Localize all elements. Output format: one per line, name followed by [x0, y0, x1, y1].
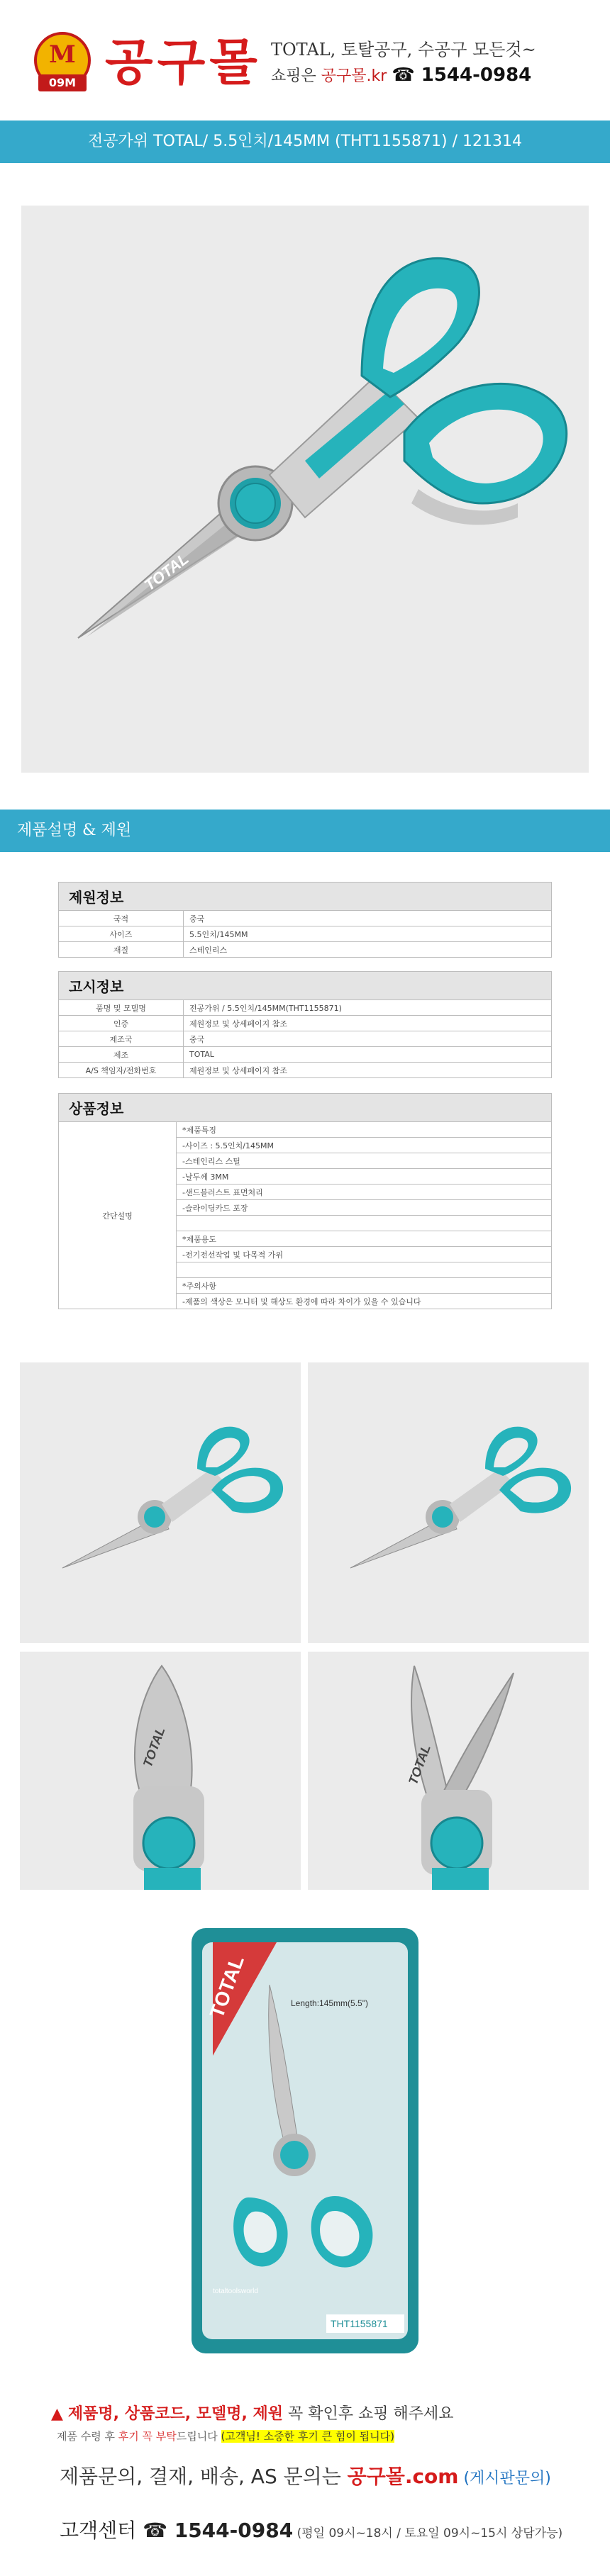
- table-row: 제조 TOTAL: [59, 1047, 552, 1063]
- package-model: THT1155871: [331, 2318, 388, 2329]
- table-row: -제품의 색상은 모니터 및 해상도 환경에 따라 차이가 있을 수 있습니다: [59, 1294, 552, 1309]
- product-info-label: 간단설명: [59, 1122, 177, 1309]
- table-row: 재질 스테인리스: [59, 942, 552, 958]
- table-row: 국적 중국: [59, 911, 552, 926]
- product-info-table: [58, 1093, 552, 1309]
- table-row: *주의사항: [59, 1278, 552, 1294]
- site-header: [0, 0, 610, 128]
- table-row: -슬라이딩카드 포장: [59, 1200, 552, 1216]
- inquiry-site-link[interactable]: 공구몰.com: [347, 2465, 459, 2488]
- notice-heading: 고시정보: [59, 972, 552, 1000]
- service-hours: (평일 09시~18시 / 토요일 09시~15시 상담가능): [293, 2526, 563, 2541]
- table-row: -샌드블러스트 표면처리: [59, 1185, 552, 1200]
- logo-icon[interactable]: [34, 32, 91, 96]
- table-row: 인증 제원정보 및 상세페이지 참조: [59, 1016, 552, 1031]
- table-row: 품명 및 모델명 전공가위 / 5.5인치/145MM(THT1155871): [59, 1000, 552, 1016]
- logo-ribbon: 09M: [38, 74, 87, 91]
- notice-table: [58, 971, 552, 1078]
- table-row: 사이즈 5.5인치/145MM: [59, 926, 552, 942]
- product-closeup-closed: [20, 1652, 301, 1890]
- section-title: 제품설명 & 제원: [17, 822, 132, 839]
- customer-phone: ☎ 1544-0984: [143, 2519, 294, 2542]
- svg-text:TOTAL: TOTAL: [140, 1725, 168, 1769]
- shop-site-link[interactable]: 공구몰.kr: [321, 67, 387, 85]
- table-row: -날두께 3MM: [59, 1169, 552, 1185]
- package-site: totaltoolsworld: [213, 2287, 258, 2295]
- table-row: 제조국 중국: [59, 1031, 552, 1047]
- spec-table: [58, 882, 552, 958]
- shop-phone: ☎ 1544-0984: [392, 65, 532, 86]
- tagline: TOTAL, 토탈공구, 수공구 모든것~: [271, 40, 536, 60]
- product-closeup-open: [308, 1652, 589, 1890]
- blade-closeup-illustration: [20, 1652, 301, 1890]
- package-illustration: [92, 1900, 518, 2368]
- product-info-heading: 상품정보: [59, 1094, 552, 1122]
- section-header: [0, 810, 610, 852]
- brand-name[interactable]: 공구몰: [105, 33, 262, 91]
- main-product-photo: [21, 206, 589, 773]
- table-row: -스테인리스 스틸: [59, 1153, 552, 1169]
- product-photo-1: [20, 1362, 301, 1643]
- product-title: 전공가위 TOTAL/ 5.5인치/145MM (THT1155871) / 121314: [88, 133, 522, 150]
- shopping-notice: ▲ 제품명, 상품코드, 모델명, 제원 꼭 확인후 쇼핑 해주세요: [51, 2405, 454, 2423]
- package-length: Length:145mm(5.5"): [291, 1998, 368, 2008]
- shop-contact: [271, 64, 531, 86]
- table-row: -전기전선작업 및 다목적 가위: [59, 1247, 552, 1262]
- customer-center: 고객센터 ☎ 1544-0984 (평일 09시~18시 / 토요일 09시~15시 상담가능): [60, 2519, 563, 2542]
- review-notice: 제품 수령 후 후기 꼭 부탁드립니다 (고객님! 소중한 후기 큰 힘이 됩니다): [57, 2430, 394, 2443]
- table-row: *제품용도: [59, 1231, 552, 1247]
- table-row: -사이즈 : 5.5인치/145MM: [59, 1138, 552, 1153]
- package-photo: [92, 1900, 518, 2368]
- svg-text:TOTAL: TOTAL: [406, 1742, 433, 1787]
- scissors-illustration: [20, 1362, 301, 1643]
- product-photo-2: [308, 1362, 589, 1643]
- product-title-bar: [0, 121, 610, 163]
- shop-prefix: 쇼핑은: [271, 67, 316, 85]
- table-row: A/S 책임자/전화번호 제원정보 및 상세페이지 참조: [59, 1063, 552, 1078]
- package-brand: TOTAL: [205, 1952, 248, 2021]
- logo-letter: M: [49, 40, 76, 69]
- scissors-illustration: [21, 206, 589, 773]
- table-row: 간단설명 *제품특징: [59, 1122, 552, 1138]
- svg-text:TOTAL: TOTAL: [140, 549, 192, 595]
- inquiry-info: 제품문의, 결재, 배송, AS 문의는 공구몰.com (게시판문의): [60, 2465, 551, 2488]
- spec-heading: 제원정보: [59, 883, 552, 911]
- board-inquiry-link[interactable]: (게시판문의): [458, 2470, 551, 2487]
- blade-closeup-illustration: [308, 1652, 589, 1890]
- scissors-illustration: [308, 1362, 589, 1643]
- warning-triangle-icon: ▲: [51, 2405, 68, 2423]
